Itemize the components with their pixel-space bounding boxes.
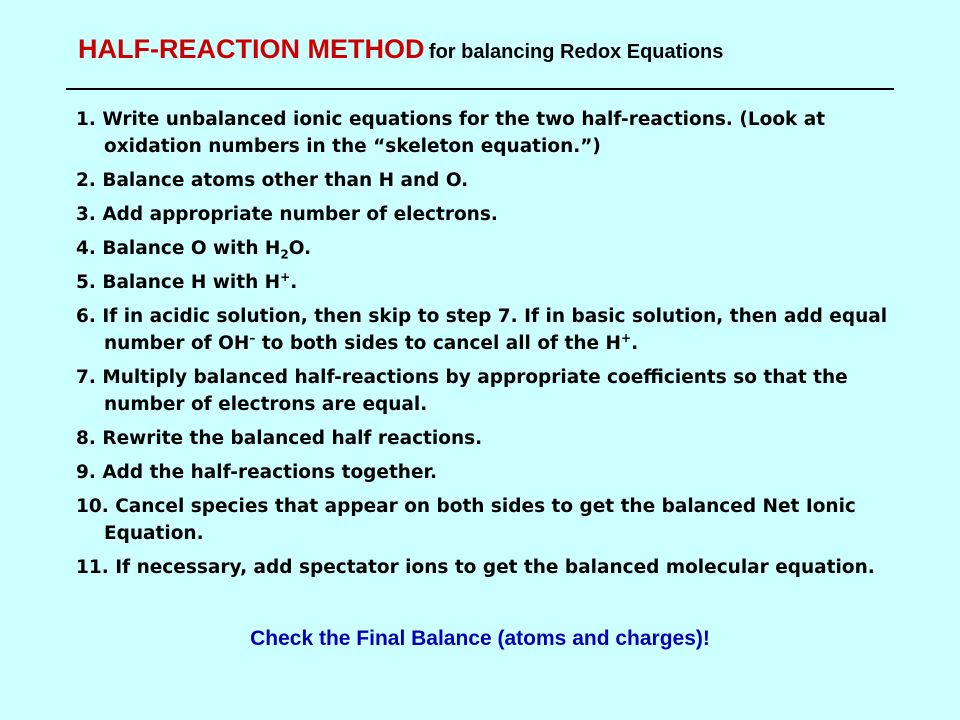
step-4-text: 4. Balance O with H [76, 238, 281, 259]
step-6-text-end: . [631, 333, 639, 354]
page-title [78, 34, 723, 65]
title-subtitle: for balancing Redox Equations [428, 41, 724, 63]
title-divider [66, 88, 894, 90]
check-final-balance-note: Check the Final Balance (atoms and charges)! [250, 627, 710, 650]
step-10: 10. Cancel species that appear on both sides to get the balanced Net Ionic Equation. [76, 496, 856, 544]
step-1: 1. Write unbalanced ionic equations for the two half-reactions. (Look at oxidation numbers in the “skeleton equation.”) [76, 109, 826, 157]
step-6 [76, 303, 916, 357]
step-5-text-end: . [290, 272, 298, 293]
step-3: 3. Add appropriate number of electrons. [76, 204, 498, 225]
step-5-text: 5. Balance H with H [76, 272, 281, 293]
step-6-superscript-minus: – [249, 330, 256, 345]
step-4-text-end: O. [288, 238, 312, 259]
title-main: HALF-REACTION METHOD [78, 34, 425, 64]
step-6-text: 6. If in acidic solution, then skip to step 7. If in basic solution, then add equal number of OH [76, 306, 888, 354]
step-6-superscript-plus: + [621, 330, 632, 345]
steps-list [76, 106, 916, 588]
step-4-subscript: 2 [280, 247, 289, 262]
step-9: 9. Add the half-reactions together. [76, 462, 438, 483]
step-5 [76, 269, 916, 296]
step-11: 11. If necessary, add spectator ions to get the balanced molecular equation. [76, 557, 875, 578]
step-5-superscript: + [280, 269, 291, 284]
step-2: 2. Balance atoms other than H and O. [76, 170, 469, 191]
step-6-text-mid: to both sides to cancel all of the H [255, 333, 622, 354]
step-7: 7. Multiply balanced half-reactions by appropriate coefficients so that the number of electrons are equal. [76, 367, 848, 415]
step-4 [76, 235, 916, 262]
step-8: 8. Rewrite the balanced half reactions. [76, 428, 483, 449]
